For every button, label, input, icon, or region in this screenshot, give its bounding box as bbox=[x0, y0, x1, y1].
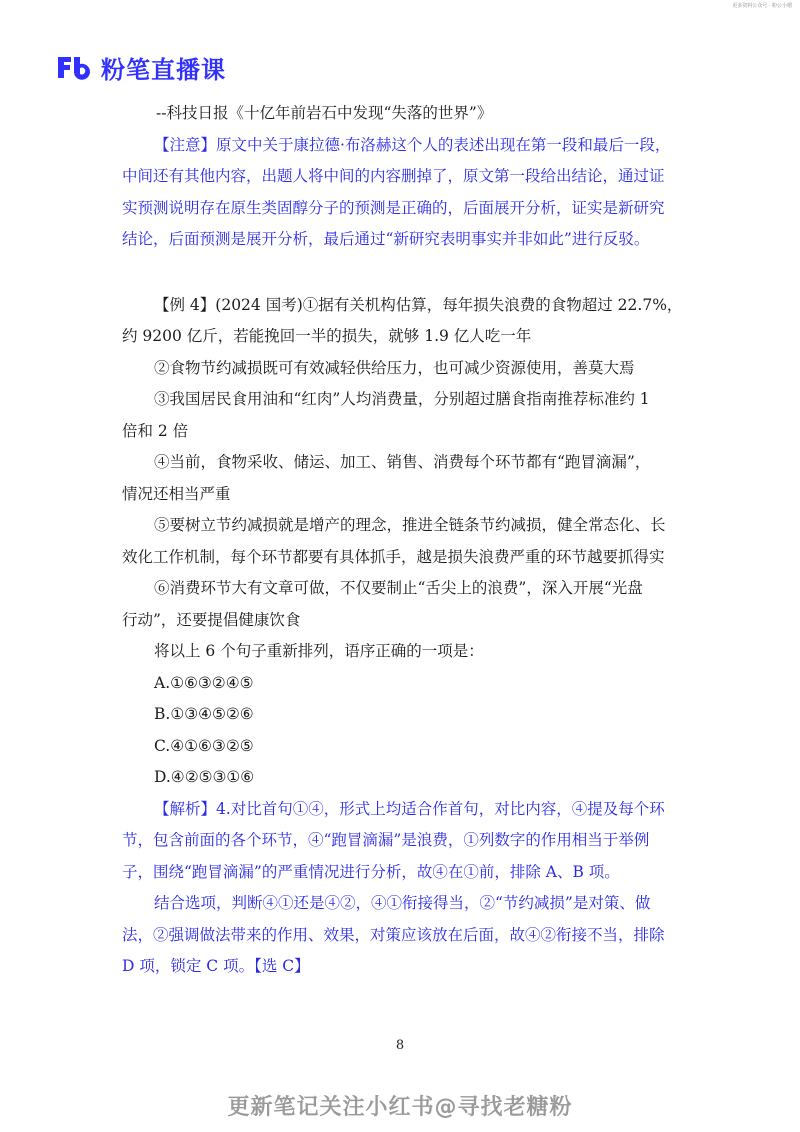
logo-text: 粉笔直播课 bbox=[101, 55, 226, 84]
example-block bbox=[122, 290, 682, 668]
note-block bbox=[122, 130, 682, 256]
option-line: B.①③④⑤②⑥ bbox=[154, 705, 254, 723]
example-line: 约 9200 亿斤，若能挽回一半的损失，就够 1.9 亿人吃一年 bbox=[122, 327, 532, 345]
example-line: ⑥消费环节大有文章可做，不仅要制止“舌尖上的浪费”，深入开展“光盘 bbox=[154, 579, 643, 597]
paragraph-gap bbox=[122, 256, 682, 290]
analysis-block bbox=[122, 794, 682, 983]
options-block bbox=[122, 668, 682, 794]
corner-note: 更多资料公众号 · 粉公小嗯 bbox=[732, 3, 792, 9]
analysis-line: D 项，锁定 C 项。【选 C】 bbox=[122, 957, 310, 975]
footer-banner: 更新笔记关注小红书@寻找老糖粉 bbox=[227, 1095, 573, 1120]
example-line: ⑤要树立节约减损就是增产的理念，推进全链条节约减损，健全常态化、长 bbox=[154, 516, 666, 534]
example-line: ②食物节约减损既可有效减轻供给压力，也可减少资源使用，善莫大焉 bbox=[154, 358, 635, 377]
analysis-line: 法，②强调做法带来的作用、效果，对策应该放在后面，故④②衔接不当，排除 bbox=[122, 925, 665, 944]
example-line: 【例 4】(2024 国考)①据有关机构估算，每年损失浪费的食物超过 22.7%， bbox=[154, 295, 683, 314]
example-line: 将以上 6 个句子重新排列，语序正确的一项是： bbox=[154, 642, 484, 660]
example-line: ④当前，食物采收、储运、加工、销售、消费每个环节都有“跑冒滴漏”， bbox=[154, 453, 651, 471]
option-line: D.④②⑤③①⑥ bbox=[154, 768, 255, 786]
analysis-line: 【解析】4.对比首句①④，形式上均适合作首句，对比内容，④提及每个环 bbox=[154, 799, 665, 818]
example-line: 行动”，还要提倡健康饮食 bbox=[122, 610, 301, 629]
note-line: 中间还有其他内容，出题人将中间的内容删掉了，原文第一段给出结论，通过证 bbox=[122, 167, 665, 185]
example-line: 倍和 2 倍 bbox=[122, 421, 189, 440]
note-line: 结论，后面预测是展开分析，最后通过“新研究表明事实并非如此”进行反驳。 bbox=[122, 230, 650, 248]
example-line: 情况还相当严重 bbox=[122, 484, 231, 503]
source-line: --科技日报《十亿年前岩石中发现“失落的世界”》 bbox=[156, 104, 493, 122]
example-line: ③我国居民食用油和“红肉”人均消费量，分别超过膳食指南推荐标准约 1 bbox=[154, 390, 650, 408]
option-line: C.④①⑥③②⑤ bbox=[154, 736, 254, 755]
note-line: 【注意】原文中关于康拉德·布洛赫这个人的表述出现在第一段和最后一段， bbox=[154, 135, 671, 154]
document-body bbox=[122, 98, 682, 983]
option-line: A.①⑥③②④⑤ bbox=[154, 673, 254, 692]
analysis-line: 子，围绕“跑冒滴漏”的严重情况进行分析，故④在①前，排除 A、B 项。 bbox=[122, 862, 620, 881]
page-number: 8 bbox=[395, 1038, 405, 1053]
analysis-line: 结合选项，判断④①还是④②，④①衔接得当，②“节约减损”是对策、做 bbox=[154, 894, 651, 912]
brand-logo bbox=[55, 52, 226, 82]
fb-logo-icon bbox=[55, 53, 95, 81]
example-line: 效化工作机制，每个环节都要有具体抓手，越是损失浪费严重的环节越要抓得实 bbox=[122, 547, 665, 566]
analysis-line: 节，包含前面的各个环节，④“跑冒滴漏”是浪费，①列数字的作用相当于举例 bbox=[122, 831, 650, 849]
note-line: 实预测说明存在原生类固醇分子的预测是正确的，后面展开分析，证实是新研究 bbox=[122, 198, 665, 217]
